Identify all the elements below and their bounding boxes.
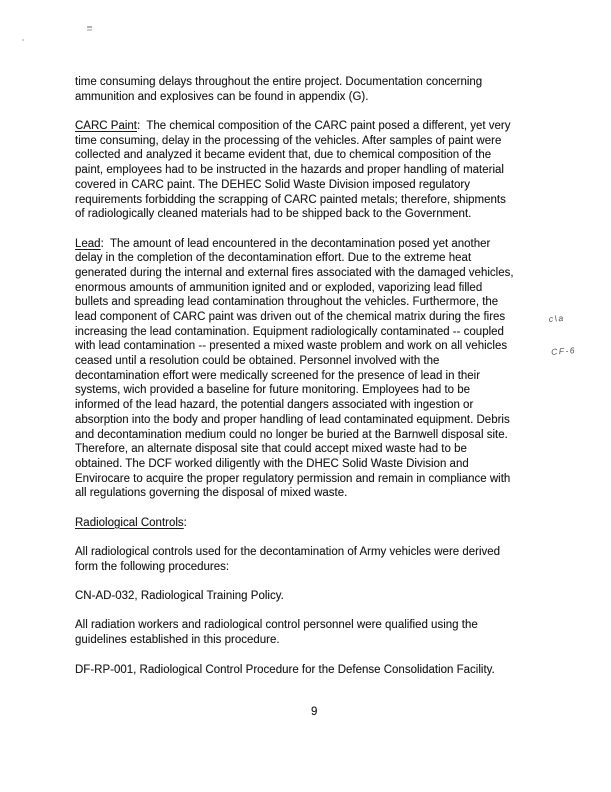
scan-artifact xyxy=(22,39,24,41)
document-body xyxy=(75,75,541,692)
text-line: time consuming delays throughout the entire project. Documentation concerning xyxy=(75,76,483,88)
text-line: Radiological Controls: xyxy=(75,516,187,529)
text-line: form the following procedures: xyxy=(75,560,230,573)
text-line: collected and analyzed it became evident that, due to chemical composition of the xyxy=(75,149,492,162)
text-line: lead component of CARC paint was driven out of the chemical matrix during the fires xyxy=(75,311,506,323)
text-line: ceased until a resolution could be obtained. Personnel involved with the xyxy=(75,355,440,368)
text-line: generated during the internal and external fires associated with the damaged vehicles, xyxy=(75,266,514,279)
text-line: CN-AD-032, Radiological Training Policy. xyxy=(75,590,284,603)
text-line: systems, wich provided a baseline for future monitoring. Employees had to be xyxy=(75,384,471,397)
text-line: all regulations governing the disposal of mixed waste. xyxy=(75,487,348,500)
text-line: increasing the lead contamination. Equipment radiologically contaminated -- coupled xyxy=(75,325,504,338)
text-line: CARC Paint: The chemical composition of the CARC paint posed a different, yet very xyxy=(75,120,511,133)
paragraph xyxy=(75,516,541,531)
text-line: of radiologically cleaned materials had to be shipped back to the Government. xyxy=(75,208,472,221)
text-line: with lead contamination -- presented a mixed waste problem and work on all vehicles xyxy=(75,340,508,353)
text-line: All radiation workers and radiological control personnel were qualified using the xyxy=(75,619,478,632)
text-line: absorption into the body and proper handling of lead contaminated equipment. Debris xyxy=(75,413,510,426)
text-line: Envirocare to acquire the proper regulatory permission and remain in compliance with xyxy=(75,472,511,485)
text-line: All radiological controls used for the decontamination of Army vehicles were derived xyxy=(75,546,501,558)
paragraph xyxy=(75,618,541,647)
text-line: Therefore, an alternate disposal site that could accept mixed waste had to be xyxy=(75,443,467,456)
paragraph xyxy=(75,589,541,604)
text-line: guidelines established in this procedure. xyxy=(75,634,280,647)
text-line: DF-RP-001, Radiological Control Procedure for the Defense Consolidation Facility. xyxy=(75,663,495,676)
margin-note-line: CF-6 xyxy=(550,345,577,357)
text-line: informed of the lead hazard, the potential dangers associated with ingestion or xyxy=(75,399,474,412)
text-line: time consuming, delay in the processing of the vehicles. After samples of paint were xyxy=(75,134,502,147)
underlined-term: CARC Paint xyxy=(75,120,137,133)
text-line: bullets and spreading lead contamination throughout the vehicles. Furthermore, the xyxy=(75,296,499,309)
text-line: decontamination effort were medically screened for the presence of lead in their xyxy=(75,369,481,382)
text-line: ammunition and explosives can be found in appendix (G). xyxy=(75,90,369,103)
handwritten-margin-note xyxy=(547,290,578,380)
text-line: paint, employees had to be instructed in the hazards and proper handling of material xyxy=(75,164,504,177)
paragraph xyxy=(75,119,541,222)
scan-artifact xyxy=(87,26,92,28)
page-number: 9 xyxy=(311,706,318,718)
text-line: and decontamination medium could no longer be buried at the Barnwell disposal site. xyxy=(75,428,508,441)
text-line: covered in CARC paint. The DEHEC Solid Waste Division imposed regulatory xyxy=(75,178,470,191)
text-line: enormous amounts of ammunition ignited and or exploded, vaporizing lead filled xyxy=(75,281,483,294)
underlined-term: Lead xyxy=(75,237,101,250)
paragraph xyxy=(75,75,541,104)
paragraph xyxy=(75,663,541,678)
text-line: requirements forbidding the scrapping of CARC painted metals; therefore, shipments xyxy=(75,193,506,206)
text-line: obtained. The DCF worked diligently with the DHEC Solid Waste Division and xyxy=(75,457,469,470)
text-line: Lead: The amount of lead encountered in the decontamination posed yet another xyxy=(75,237,491,250)
underlined-term: Radiological Controls xyxy=(75,516,184,529)
paragraph xyxy=(75,237,541,501)
paragraph xyxy=(75,545,541,574)
margin-note-line: c\a xyxy=(548,312,565,324)
text-line: delay in the completion of the decontamination effort. Due to the extreme heat xyxy=(75,252,472,265)
